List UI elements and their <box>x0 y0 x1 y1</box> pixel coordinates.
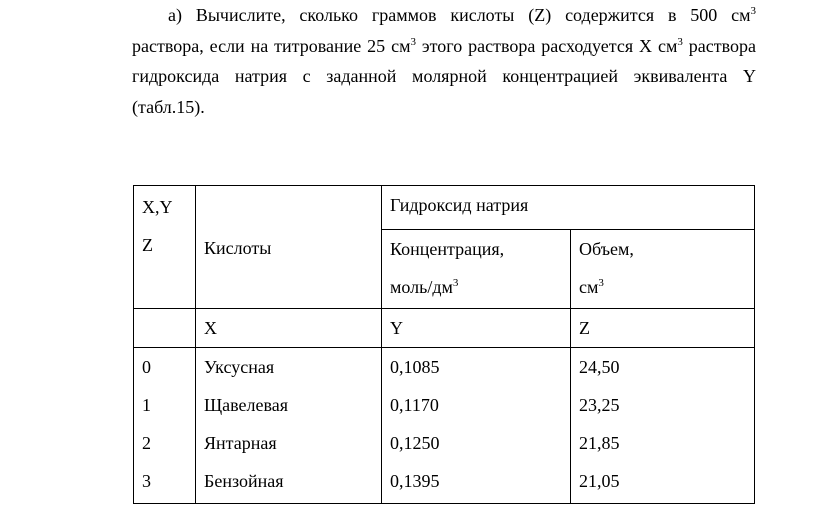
subheader-x <box>196 309 382 348</box>
table-header-row-1 <box>134 186 755 230</box>
header-cell-acids <box>196 186 382 309</box>
header-conc-unit: моль/дм <box>390 277 453 297</box>
row-1-n: 1 <box>142 395 151 415</box>
subheader-x-text: X <box>204 318 217 338</box>
superscript: 3 <box>750 5 756 17</box>
row-0-vol: 24,50 <box>579 357 620 377</box>
superscript: 3 <box>410 35 416 48</box>
header-cell-xyz <box>134 186 196 309</box>
subheader-empty <box>134 309 196 348</box>
row-3-vol: 21,05 <box>579 471 620 491</box>
row-2-acid: Янтарная <box>204 433 277 453</box>
subheader-y <box>382 309 571 348</box>
column-vol <box>571 348 755 504</box>
task-line-2-text-a: раствора, если на титрование 25 см <box>132 35 411 56</box>
header-vol-unit: см <box>579 277 599 297</box>
row-3-conc: 0,1395 <box>390 471 440 491</box>
task-line-1 <box>132 0 756 31</box>
task-paragraph <box>132 0 756 122</box>
header-acids: Кислоты <box>204 238 272 258</box>
task-line-1-text: а) Вычислите, сколько граммов кислоты (Z) содержится в 500 см <box>168 5 751 25</box>
superscript: 3 <box>452 277 459 289</box>
task-line-3: гидроксида натрия с заданной молярной концентрацией эквивалента Y <box>132 66 756 86</box>
row-2-vol: 21,85 <box>579 433 620 453</box>
task-line-2 <box>132 31 756 62</box>
header-naoh: Гидроксид натрия <box>390 195 529 215</box>
header-conc-line-2 <box>390 268 570 306</box>
column-n <box>134 348 196 504</box>
row-3-n: 3 <box>142 471 151 491</box>
table-subheader-row <box>134 309 755 348</box>
row-1-conc: 0,1170 <box>390 395 439 415</box>
row-2-n: 2 <box>142 433 151 453</box>
row-0-conc: 0,1085 <box>390 357 440 377</box>
task-line-2-text-c: раствора <box>682 35 756 56</box>
header-conc-line-1: Концентрация, <box>390 239 505 259</box>
row-0-acid: Уксусная <box>204 357 275 377</box>
header-cell-conc <box>382 230 571 309</box>
row-3-acid: Бензойная <box>204 471 284 491</box>
subheader-z-text: Z <box>579 318 590 338</box>
subheader-z <box>571 309 755 348</box>
task-line-4: (табл.15). <box>132 96 205 117</box>
data-table <box>133 185 755 504</box>
superscript: 3 <box>677 35 683 48</box>
superscript: 3 <box>598 277 604 289</box>
row-1-acid: Щавелевая <box>204 395 289 415</box>
row-1-vol: 23,25 <box>579 395 620 415</box>
row-2-conc: 0,1250 <box>390 433 440 453</box>
column-acid <box>196 348 382 504</box>
header-vol-line-1: Объем, <box>579 239 634 259</box>
header-xy: X,Y <box>142 197 173 217</box>
header-cell-vol <box>571 230 755 309</box>
subheader-y-text: Y <box>390 318 403 338</box>
task-line-2-text-b: этого раствора расходуется Х см <box>416 35 678 56</box>
row-0-n: 0 <box>142 357 151 377</box>
table-body-row <box>134 348 755 504</box>
header-z: Z <box>142 235 153 255</box>
header-cell-naoh <box>382 186 755 230</box>
column-conc <box>382 348 571 504</box>
header-vol-line-2 <box>579 268 754 306</box>
